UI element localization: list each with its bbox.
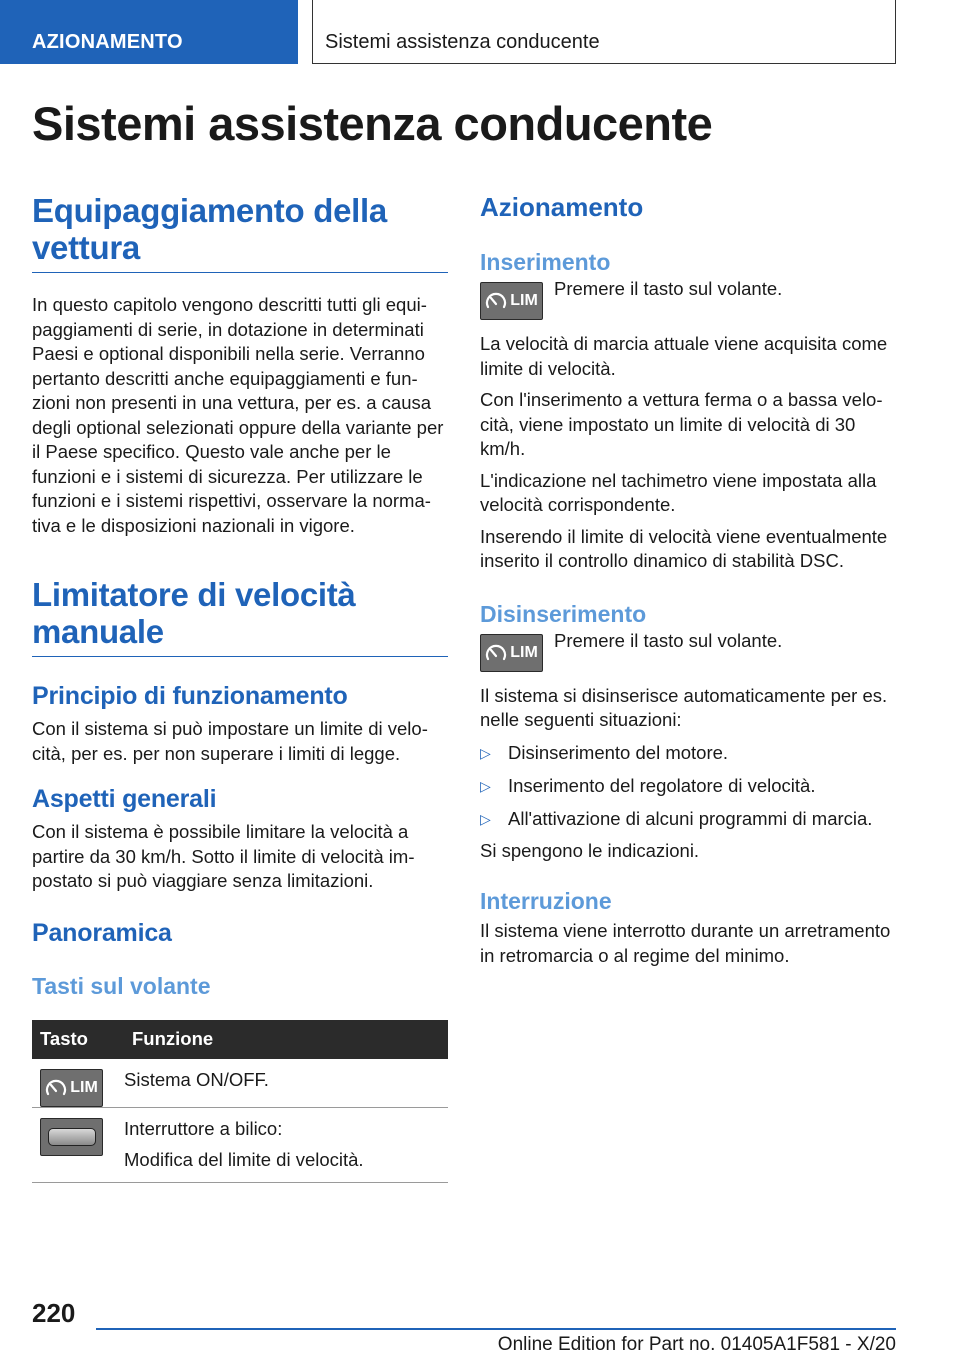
speedometer-icon [485, 644, 507, 662]
on-heading: Inserimento [480, 249, 611, 275]
table-cell-function [124, 1107, 448, 1182]
bullet-text: All'attivazione di alcuni programmi di marcia. [508, 807, 873, 829]
interrupt-text: Il sistema viene interrotto durante un arretramento in retromarcia o al regime del minimo. [480, 920, 891, 966]
on-press-text: Premere il tasto sul volante. [554, 278, 783, 299]
speedometer-icon [45, 1079, 67, 1097]
operation-heading: Azionamento [480, 192, 644, 222]
off-press-text: Premere il tasto sul volante. [554, 629, 783, 651]
page-number: 220 [32, 1298, 76, 1328]
lim-label: LIM [510, 643, 538, 661]
interrupt-heading: Interruzione [480, 888, 612, 914]
bullet-triangle-icon: ▷ [480, 744, 491, 761]
lim-button-icon [40, 1069, 103, 1107]
off-heading: Disinserimento [480, 600, 647, 627]
equipment-text: In questo capitolo vengono descritti tutti gli equipaggiamenti di serie, in dotazione in determinati Paesi e optional disponibili nella serie. Verranno pertanto descritti anche equipaggiamenti e funzioni non presenti in una vettura, per es. a causa degli optional selezionati oppure della variante per il Paese specifico. Questo vale anche per le funzioni e i sistemi di sicurezza. Per utilizzare le funzioni e i sistemi rispettivi, osservare la normativa e le disposizioni nazionali in vigore. [32, 294, 444, 536]
footer-edition: Online Edition for Part no. 01405A1F581 - X/20 [497, 1334, 896, 1355]
bullet-triangle-icon: ▷ [480, 777, 491, 794]
list-item [480, 741, 900, 765]
table-header-key: Tasto [32, 1020, 124, 1059]
rocker-bar [48, 1128, 96, 1146]
principle-heading: Principio di funzionamento [32, 682, 348, 710]
rocker-switch-icon [40, 1118, 103, 1156]
bullet-text: Inserimento del regolatore di velocità. [508, 774, 816, 796]
bullet-triangle-icon: ▷ [480, 810, 491, 827]
lim-label: LIM [510, 292, 538, 309]
general-heading: Aspetti generali [32, 785, 217, 813]
equipment-heading: Equipaggiamento della vettura [32, 192, 448, 273]
list-item [480, 774, 900, 798]
general-text: Con il sistema è possibile limitare la velocità a partire da 30 km/h. Sotto il limite di velocità impostato si può viaggiare senza limitazioni. [32, 821, 415, 891]
on-text-4: Inserendo il limite di velocità viene eventualmente inserito il controllo dinamico di stabilità DSC. [480, 525, 888, 571]
speedometer-icon [485, 292, 507, 310]
on-instruction [480, 278, 900, 320]
page-title: Sistemi assistenza conducente [32, 97, 713, 150]
rocker-function-line1: Interruttore a bilico: [124, 1117, 283, 1139]
list-item [480, 807, 900, 831]
header-section-tab: AZIONAMENTO [0, 0, 298, 64]
overview-heading: Panoramica [32, 918, 172, 947]
off-bullet-list [480, 741, 900, 831]
off-text-2: Si spengono le indicazioni. [480, 839, 700, 861]
on-text-1: La velocità di marcia attuale viene acquisita come limite di velocità. [480, 333, 888, 379]
bullet-text: Disinserimento del motore. [508, 741, 729, 763]
table-row [32, 1059, 448, 1108]
off-instruction [480, 629, 900, 672]
on-text-3: L'indicazione nel tachimetro viene impostata alla velocità corrispondente. [480, 469, 877, 515]
lim-button-icon [480, 634, 543, 672]
table-header-function: Funzione [124, 1020, 448, 1059]
steering-buttons-heading: Tasti sul volante [32, 972, 211, 999]
left-column [32, 192, 448, 1183]
table-cell-key [32, 1059, 124, 1108]
table-cell-key [32, 1107, 124, 1182]
table-cell-function: Sistema ON/OFF. [124, 1059, 448, 1108]
limiter-heading: Limitatore di velocità manuale [32, 576, 448, 657]
right-column [480, 192, 900, 968]
rocker-function-line2: Modifica del limite di velocità. [124, 1148, 364, 1170]
header-chapter-tab: Sistemi assistenza conducente [312, 0, 896, 64]
lim-label: LIM [70, 1078, 98, 1096]
on-text-2: Con l'inserimento a vettura ferma o a bassa velocità, viene impostato un limite di velocità di 30 km/h. [480, 389, 883, 459]
table-row [32, 1107, 448, 1182]
table-header-row [32, 1020, 448, 1059]
principle-text: Con il sistema si può impostare un limite di velocità, per es. per non superare i limiti di legge. [32, 718, 428, 764]
buttons-table [32, 1020, 448, 1183]
off-text-1: Il sistema si disinserisce automaticamente per es. nelle seguenti situazioni: [480, 684, 888, 730]
footer-divider [96, 1328, 896, 1330]
lim-button-icon [480, 282, 543, 320]
